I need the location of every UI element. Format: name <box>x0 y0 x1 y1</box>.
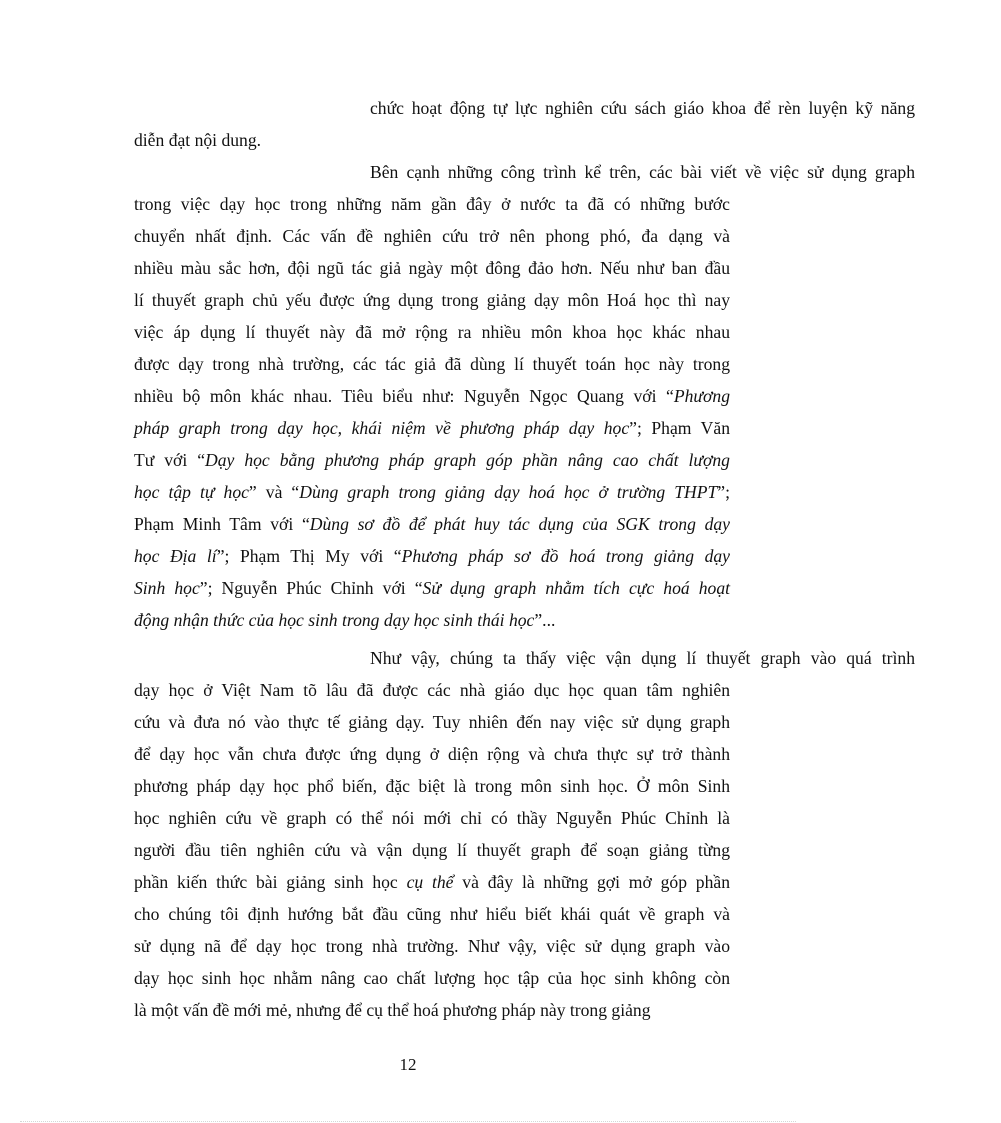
text-line: người đầu tiên nghiên cứu và vận dụng lí thuyết graph để soạn giảng từng <box>134 840 730 860</box>
text-line: nhiều màu sắc hơn, đội ngũ tác giả ngày một đông đảo hơn. Nếu như ban đầu <box>134 258 730 278</box>
text-line: động nhận thức của học sinh trong dạy học sinh thái học”... <box>134 610 556 630</box>
text-line: dạy học sinh học nhằm nâng cao chất lượng học tập của học sinh không còn <box>134 968 730 988</box>
text-line: là một vấn đề mới mẻ, nhưng để cụ thể hoá phương pháp này trong giảng <box>134 1000 651 1020</box>
text-line: sử dụng nã để dạy học trong nhà trường. Như vậy, việc sử dụng graph vào <box>134 936 730 956</box>
text-line: pháp graph trong dạy học, khái niệm về phương pháp dạy học”; Phạm Văn <box>134 418 730 438</box>
text-line: chuyển nhất định. Các vấn đề nghiên cứu trở nên phong phó, đa dạng và <box>134 226 730 246</box>
text-line: việc áp dụng lí thuyết này đã mở rộng ra nhiều môn khoa học khác nhau <box>134 322 730 342</box>
text-line: cho chúng tôi định hướng bắt đầu cũng như hiểu biết khái quát về graph và <box>134 904 730 924</box>
text-line: chức hoạt động tự lực nghiên cứu sách giáo khoa để rèn luyện kỹ năng <box>370 98 915 118</box>
text-line: phương pháp dạy học phổ biến, đặc biệt là trong môn sinh học. Ở môn Sinh <box>134 776 730 796</box>
page-number: 12 <box>399 1055 417 1074</box>
text-line: Tư với “Dạy học bằng phương pháp graph góp phần nâng cao chất lượng <box>134 450 730 470</box>
text-line: Như vậy, chúng ta thấy việc vận dụng lí thuyết graph vào quá trình <box>370 648 915 668</box>
page-bottom-divider <box>20 1121 796 1122</box>
text-line: Phạm Minh Tâm với “Dùng sơ đồ để phát huy tác dụng của SGK trong dạy <box>134 514 730 534</box>
text-line: để dạy học vẫn chưa được ứng dụng ở diện rộng và chưa thực sự trở thành <box>134 744 730 764</box>
text-line: Bên cạnh những công trình kể trên, các bài viết về việc sử dụng graph <box>370 162 915 182</box>
text-line: lí thuyết graph chủ yếu được ứng dụng trong giảng dạy môn Hoá học thì nay <box>134 290 730 310</box>
text-line: Sinh học”; Nguyễn Phúc Chỉnh với “Sử dụng graph nhằm tích cực hoá hoạt <box>134 578 731 598</box>
text-line: học tập tự học” và “Dùng graph trong giảng dạy hoá học ở trường THPT”; <box>134 482 730 502</box>
text-line: trong việc dạy học trong những năm gần đây ở nước ta đã có những bước <box>134 194 730 214</box>
text-line: học Địa lí”; Phạm Thị My với “Phương pháp sơ đồ hoá trong giảng dạy <box>134 546 730 566</box>
text-line: được dạy trong nhà trường, các tác giả đã dùng lí thuyết toán học này trong <box>134 354 730 374</box>
text-line: phần kiến thức bài giảng sinh học cụ thể và đây là những gợi mở góp phần <box>134 872 731 892</box>
text-line: cứu và đưa nó vào thực tế giảng dạy. Tuy nhiên đến nay việc sử dụng graph <box>134 712 730 732</box>
text-line: nhiều bộ môn khác nhau. Tiêu biểu như: Nguyễn Ngọc Quang với “Phương <box>134 386 730 406</box>
text-line: diễn đạt nội dung. <box>134 130 262 150</box>
text-line: dạy học ở Việt Nam tõ lâu đã được các nhà giáo dục học quan tâm nghiên <box>134 680 730 700</box>
text-line: học nghiên cứu về graph có thể nói mới chỉ có thầy Nguyễn Phúc Chỉnh là <box>134 808 730 828</box>
